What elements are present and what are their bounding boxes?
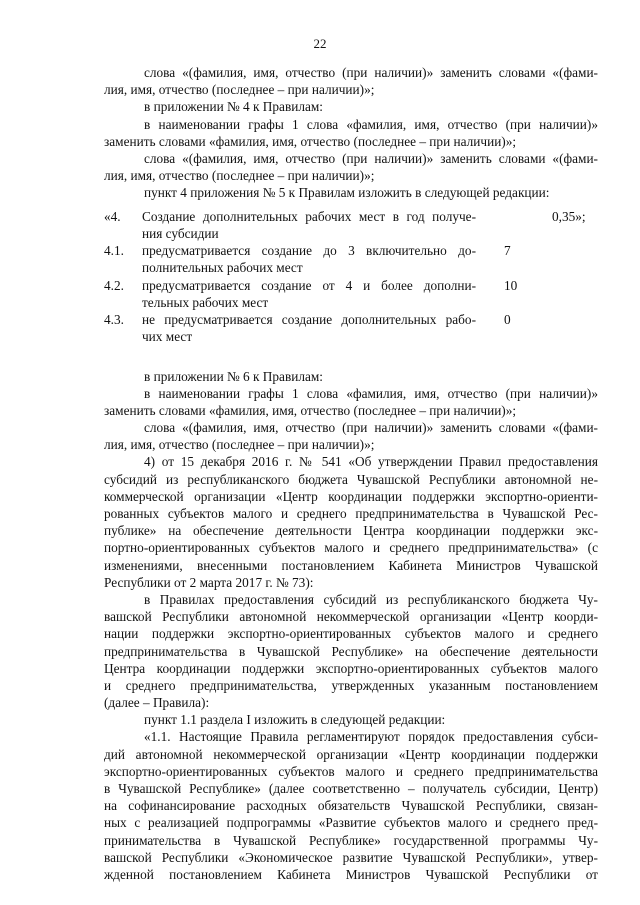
top-paragraphs (104, 64, 598, 202)
text-line: «1.1. Настоящие Правила регламентируют порядок предоставления субси- (144, 729, 598, 745)
row-description (142, 311, 476, 345)
text-line: и среднего предпринимательства, утвержденных указанным постановлением (104, 677, 598, 693)
row-description (142, 277, 476, 311)
text-line: вашской Республики «Экономическое развитие Чувашской Республики», утвер- (104, 849, 598, 865)
bottom-paragraphs (104, 368, 598, 884)
text-line: дий автономной некоммерческой организации «Центр координации поддержки (104, 746, 598, 762)
page-number: 22 (313, 36, 327, 51)
table-row (104, 242, 598, 277)
text-line: жденной постановлением Кабинета Министров Чувашской Республики от (104, 866, 598, 882)
table-row (104, 277, 598, 312)
text-line: пункт 1.1 раздела I изложить в следующей редакции: (144, 712, 446, 728)
text-line: коммерческой организации «Центр координации поддержки экспортно-ориенти- (104, 488, 598, 504)
row-number: «4. (104, 208, 121, 224)
text-line: Центра координации поддержки экспортно-ориентированных субъектов малого (104, 660, 598, 676)
text-line: изменениями, внесенными постановлением Кабинета Министров Чувашской (104, 557, 598, 573)
row-description-line: не предусматривается создание дополнительных рабо- (142, 312, 476, 327)
row-description-line: Создание дополнительных рабочих мест в год получе- (142, 208, 476, 224)
text-line: пункт 4 приложения № 5 к Правилам изложить в следующей редакции: (144, 185, 550, 201)
table-row (104, 311, 598, 346)
document-body (104, 64, 598, 883)
criteria-table (104, 208, 598, 346)
text-line: в приложении № 4 к Правилам: (144, 99, 323, 115)
text-line: рованных субъектов малого и среднего предпринимательства в Чувашской Рес- (104, 506, 598, 521)
text-line: вашской Республики автономной некоммерческой организации «Центр коорди- (104, 609, 598, 625)
text-line: заменить словами «фамилия, имя, отчество (последнее – при наличии)»; (104, 133, 517, 149)
row-description-line: ния субсидии (142, 225, 219, 241)
row-description (142, 208, 476, 242)
text-line: слова «(фамилия, имя, отчество (при наличии)» заменить словами «(фами- (144, 420, 598, 436)
text-line: на софинансирование расходных обязательств Чувашской Республики, связан- (104, 798, 598, 814)
row-score: 7 (504, 243, 511, 258)
text-line: в приложении № 6 к Правилам: (144, 368, 323, 384)
text-line: в наименовании графы 1 слова «фамилия, имя, отчество (при наличии)» (144, 385, 598, 401)
text-line: субсидий из республиканского бюджета Чувашской Республики автономной не- (104, 471, 598, 487)
text-line: экспортно-ориентированных субъектов малого и среднего предпринимательства (104, 763, 598, 779)
row-number: 4.3. (104, 312, 124, 327)
row-score: 10 (504, 277, 518, 293)
text-line: нации поддержки экспортно-ориентированных субъектов малого и среднего (104, 626, 598, 642)
table-row (104, 208, 598, 243)
row-description-line: тельных рабочих мест (142, 294, 269, 310)
row-score: 0 (504, 312, 511, 327)
row-description-line: предусматривается создание до 3 включительно до- (142, 243, 476, 258)
row-score: 0,35»; (552, 208, 586, 224)
row-description-line: чих мест (142, 329, 193, 345)
text-line: принимательства в Чувашской Республике» государственной программы Чу- (104, 832, 598, 848)
row-number: 4.2. (104, 277, 124, 293)
row-number: 4.1. (104, 243, 124, 258)
text-line: слова «(фамилия, имя, отчество (при наличии)» заменить словами «(фами- (144, 65, 598, 80)
text-line: заменить словами «фамилия, имя, отчество (последнее – при наличии)»; (104, 402, 517, 418)
text-line: публике» на обеспечение деятельности Центра координации поддержки экс- (104, 523, 598, 539)
text-line: в Правилах предоставления субсидий из республиканского бюджета Чу- (144, 591, 598, 607)
row-description (142, 242, 476, 276)
text-line: Республики от 2 марта 2017 г. № 73): (104, 574, 314, 590)
text-line: предпринимательства в Чувашской Республике» на обеспечение деятельности (104, 643, 598, 659)
text-line: ных с реализацией подпрограммы «Развитие субъектов малого и среднего пред- (104, 815, 598, 831)
row-description-line: предусматривается создание от 4 и более дополни- (142, 277, 476, 293)
text-line: в Чувашской Республике» (далее соответственно – получатель субсидии, Центр) (104, 781, 598, 796)
text-line: (далее – Правила): (104, 695, 210, 711)
text-line: лия, имя, отчество (последнее – при наличии)»; (104, 437, 375, 453)
text-line: лия, имя, отчество (последнее – при наличии)»; (104, 82, 375, 98)
text-line: 4) от 15 декабря 2016 г. № 541 «Об утверждении Правил предоставления (144, 454, 598, 470)
text-line: в наименовании графы 1 слова «фамилия, имя, отчество (при наличии)» (144, 116, 598, 132)
text-line: лия, имя, отчество (последнее – при наличии)»; (104, 168, 375, 184)
text-line: слова «(фамилия, имя, отчество (при наличии)» заменить словами «(фами- (144, 150, 598, 166)
text-line: портно-ориентированных субъектов малого и среднего предпринимательства» (с (104, 540, 598, 556)
row-description-line: полнительных рабочих мест (142, 260, 303, 276)
